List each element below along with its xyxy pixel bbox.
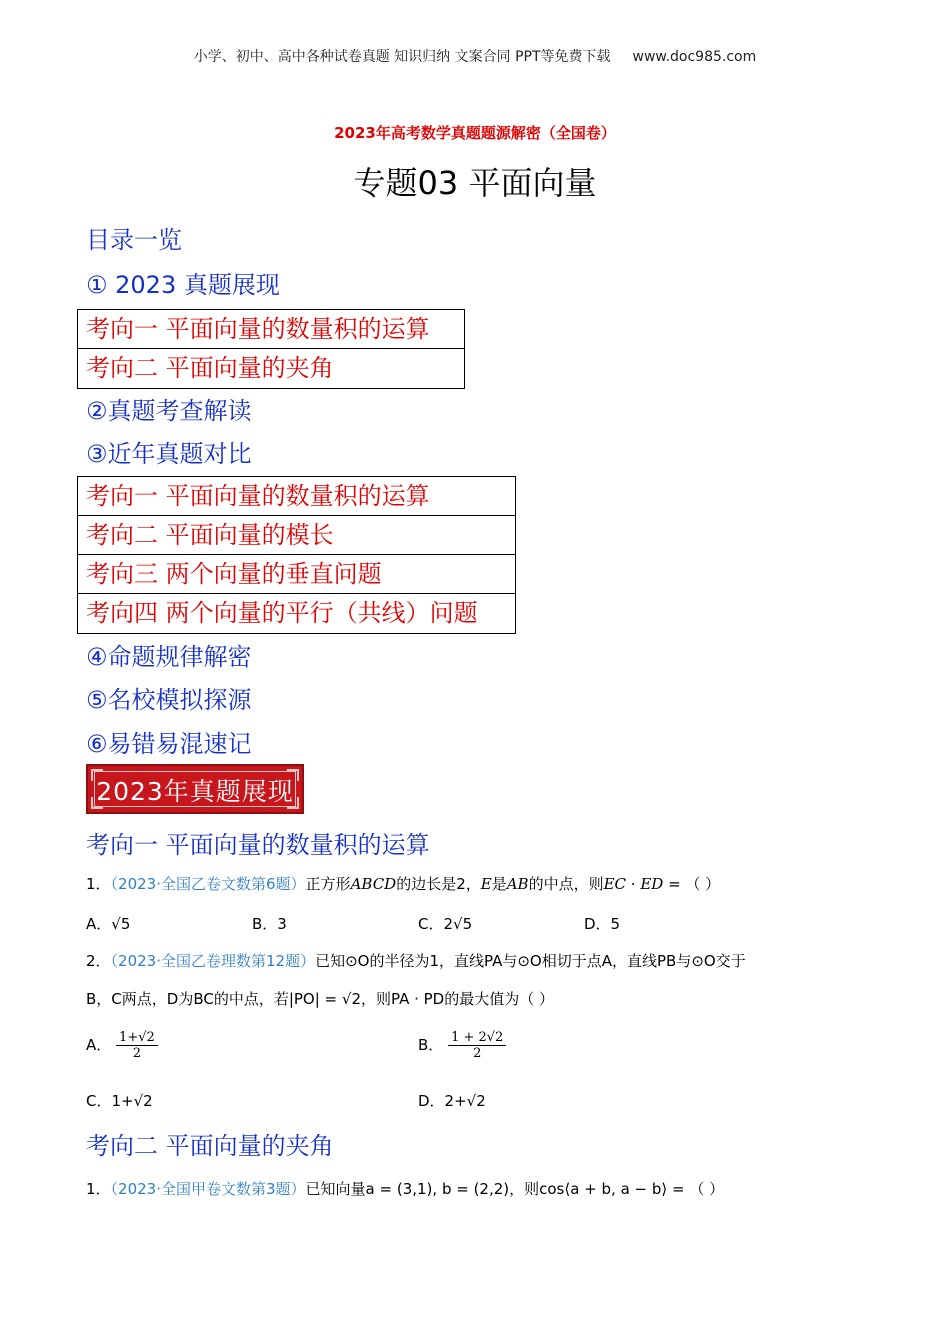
toc-box2-row-1[interactable]: 考向一 平面向量的数量积的运算 (78, 477, 515, 516)
q-text: 的中点，则 (528, 875, 604, 893)
q-source: （2023·全国乙卷理数第12题） (110, 952, 316, 970)
fraction-numerator: 1 + 2√2 (448, 1030, 506, 1046)
q-text: 正方形 (305, 875, 351, 893)
s1-q1-option-a[interactable]: A．√5 (86, 915, 131, 933)
option-label: B． (418, 1036, 444, 1054)
q-text: 已知⊙O的半径为1，直线PA与⊙O相切于点A，直线PB与⊙O交于 (315, 952, 746, 970)
toc-box1-row-1[interactable]: 考向一 平面向量的数量积的运算 (78, 310, 464, 349)
s1-q2-option-a[interactable] (86, 1030, 158, 1061)
s1-q1-option-c[interactable]: C．2√5 (418, 915, 473, 933)
toc-box-2 (77, 476, 516, 634)
fraction (116, 1030, 158, 1061)
q-text: 已知向量a = (3,1), b = (2,2)，则cos⟨a + b, a − b⟩ = （ ） (305, 1180, 725, 1198)
q-text: = （ ） (663, 875, 721, 893)
banner-text: 2023年真题展现 (96, 777, 294, 806)
s1-q2-option-b[interactable] (418, 1030, 506, 1061)
q-number: 2． (86, 952, 111, 970)
toc-item-5[interactable]: ⑤名校模拟探源 (86, 686, 252, 714)
s1-q2-option-d[interactable]: D．2+√2 (418, 1092, 486, 1110)
q-source: （2023·全国乙卷文数第6题） (110, 875, 306, 893)
q-text: 的边长是2， (396, 875, 481, 893)
toc-item-1[interactable]: ① 2023 真题展现 (86, 271, 280, 299)
q-number: 1． (86, 1180, 111, 1198)
q-math: AB (506, 875, 529, 893)
fraction-numerator: 1+√2 (116, 1030, 158, 1046)
s1-q2-line-2: B，C两点，D为BC的中点，若|PO| = √2，则PA · PD的最大值为（ ） (86, 990, 554, 1008)
s1-q2-line-1 (86, 950, 746, 971)
fraction (448, 1030, 506, 1061)
fraction-denominator: 2 (132, 1046, 142, 1061)
option-label: A． (86, 1036, 112, 1054)
q-math: EC · ED (603, 875, 664, 893)
s2-q1-stem (86, 1178, 724, 1199)
q-text: 是 (491, 875, 507, 893)
doc-title: 专题03 平面向量 (353, 164, 597, 202)
s1-q1-option-b[interactable]: B．3 (252, 915, 287, 933)
toc-box2-row-4[interactable]: 考向四 两个向量的平行（共线）问题 (86, 599, 478, 627)
page-header (0, 46, 950, 66)
doc-subtitle: 2023年高考数学真题题源解密（全国卷） (334, 124, 616, 142)
s1-q2-option-c[interactable]: C．1+√2 (86, 1092, 153, 1110)
q-number: 1． (86, 875, 111, 893)
toc-box2-row-2[interactable]: 考向二 平面向量的模长 (78, 516, 515, 555)
section2-heading: 考向二 平面向量的夹角 (86, 1132, 334, 1160)
section-banner (86, 764, 304, 814)
header-site[interactable]: www.doc985.com (632, 49, 757, 65)
s1-q1-stem (86, 873, 720, 894)
q-math: E (480, 875, 492, 893)
toc-box2-row-3[interactable]: 考向三 两个向量的垂直问题 (78, 555, 515, 594)
toc-item-4[interactable]: ④命题规律解密 (86, 643, 252, 671)
toc-item-3[interactable]: ③近年真题对比 (86, 440, 252, 468)
toc-item-2[interactable]: ②真题考查解读 (86, 397, 252, 425)
toc-item-6[interactable]: ⑥易错易混速记 (86, 730, 252, 758)
toc-box-1 (77, 309, 465, 389)
q-math: ABCD (350, 875, 397, 893)
section1-heading: 考向一 平面向量的数量积的运算 (86, 831, 430, 859)
toc-heading: 目录一览 (86, 226, 182, 254)
s1-q1-option-d[interactable]: D．5 (584, 915, 621, 933)
toc-box1-row-2[interactable]: 考向二 平面向量的夹角 (86, 354, 334, 382)
fraction-denominator: 2 (473, 1046, 482, 1061)
header-text: 小学、初中、高中各种试卷真题 知识归纳 文案合同 PPT等免费下载 (193, 49, 611, 65)
q-source: （2023·全国甲卷文数第3题） (110, 1180, 306, 1198)
